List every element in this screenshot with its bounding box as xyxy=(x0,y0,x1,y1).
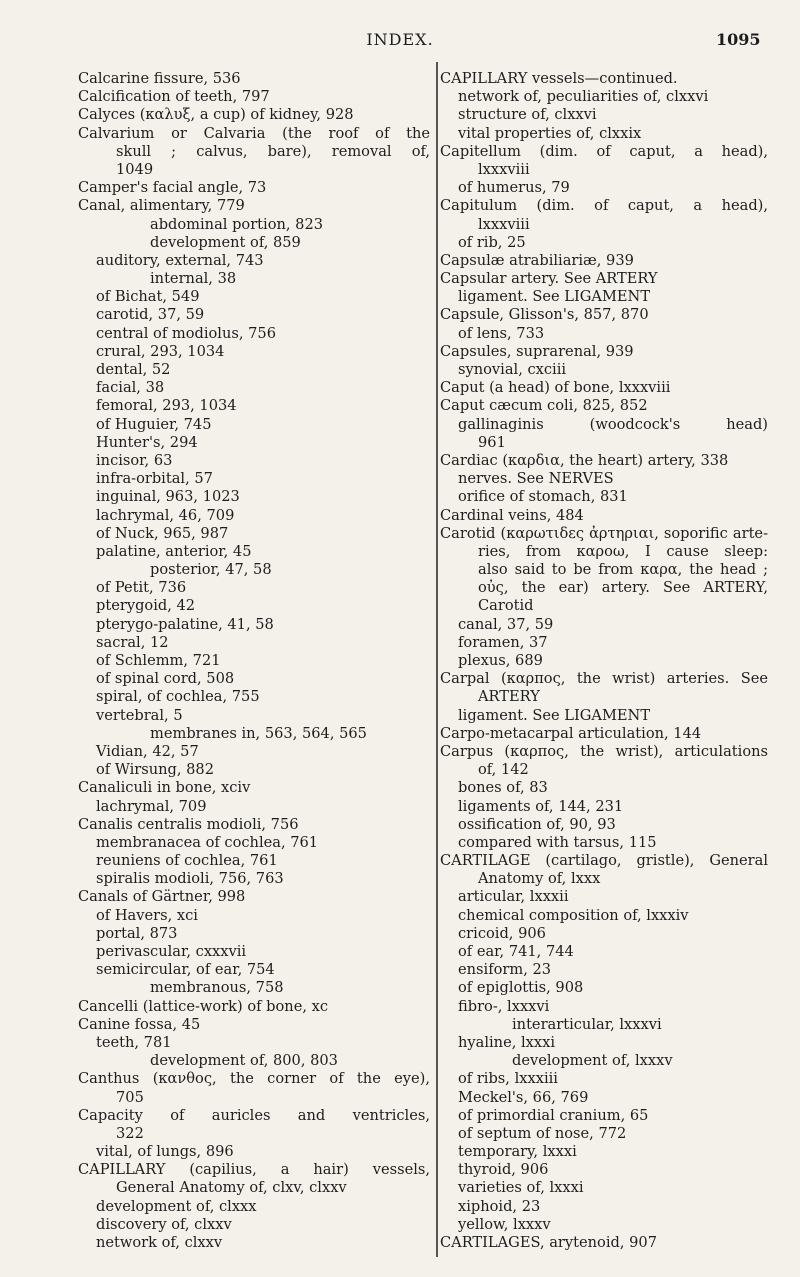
index-entry: Anatomy of, lxxx xyxy=(478,870,601,888)
index-entry: pterygo-palatine, 41, 58 xyxy=(96,615,274,633)
index-entry: compared with tarsus, 115 xyxy=(458,833,657,851)
index-entry: of Havers, xci xyxy=(96,906,198,924)
index-entry: Calvarium or Calvaria (the roof of the xyxy=(78,124,430,142)
index-entry: internal, 38 xyxy=(150,270,237,288)
index-entry: development of, clxxx xyxy=(96,1197,257,1215)
index-entry: central of modiolus, 756 xyxy=(96,324,276,342)
index-entry: Capacity of auricles and ventricles, xyxy=(78,1106,430,1124)
index-entry: Canine fossa, 45 xyxy=(78,1015,201,1033)
index-entry: carotid, 37, 59 xyxy=(96,306,205,324)
index-entry: ligament. See LIGAMENT xyxy=(458,288,651,306)
index-entry: of septum of nose, 772 xyxy=(458,1124,627,1142)
index-entry: incisor, 63 xyxy=(96,451,173,469)
index-entry: Capitellum (dim. of caput, a head), xyxy=(440,142,768,160)
index-entry: Hunter's, 294 xyxy=(96,433,198,451)
index-entry: οὖς, the ear) artery. See ARTERY, xyxy=(478,579,768,597)
index-entry: inguinal, 963, 1023 xyxy=(96,488,240,506)
index-entry: perivascular, cxxxvii xyxy=(96,943,247,960)
index-entry: ries, from καροω, I cause sleep: xyxy=(478,542,768,560)
index-entry: ossification of, 90, 93 xyxy=(458,815,616,833)
index-entry: vital properties of, clxxix xyxy=(458,124,642,142)
index-entry: gallinaginis (woodcock's head) xyxy=(458,415,768,433)
index-entry: Cardiac (καρδια, the heart) artery, 338 xyxy=(440,451,729,469)
right-index-column xyxy=(440,70,768,1252)
index-entry: dental, 52 xyxy=(96,361,171,378)
index-entry: hyaline, lxxxi xyxy=(458,1033,556,1051)
index-entry: auditory, external, 743 xyxy=(96,251,264,269)
index-entry: spiralis modioli, 756, 763 xyxy=(96,870,284,888)
index-entry: Caput cæcum coli, 825, 852 xyxy=(440,397,648,415)
index-entry: reuniens of cochlea, 761 xyxy=(96,852,278,870)
index-entry: Capsule, Glisson's, 857, 870 xyxy=(440,306,649,324)
index-entry: General Anatomy of, clxv, clxxv xyxy=(116,1179,347,1197)
index-entry: infra-orbital, 57 xyxy=(96,470,213,488)
index-entry: canal, 37, 59 xyxy=(458,615,554,633)
index-entry: of humerus, 79 xyxy=(458,179,570,197)
index-entry: Cardinal veins, 484 xyxy=(440,506,584,524)
index-entry: network of, peculiarities of, clxxvi xyxy=(458,88,709,106)
index-entry: synovial, cxciii xyxy=(458,361,567,378)
index-entry: Carotid xyxy=(478,597,534,615)
index-entry: interarticular, lxxxvi xyxy=(512,1015,662,1033)
index-entry: vertebral, 5 xyxy=(96,706,183,724)
index-entry: CARTILAGES, arytenoid, 907 xyxy=(440,1234,657,1251)
index-entry: of lens, 733 xyxy=(458,324,545,342)
index-entry: discovery of, clxxv xyxy=(96,1215,232,1233)
index-entry: also said to be from καρα, the head ; xyxy=(478,561,768,579)
index-entry: of Nuck, 965, 987 xyxy=(96,524,229,542)
index-entry: Vidian, 42, 57 xyxy=(96,742,199,760)
index-entry: cricoid, 906 xyxy=(458,924,546,942)
index-entry: nerves. See NERVES xyxy=(458,470,614,488)
index-entry: 322 xyxy=(116,1124,144,1142)
index-entry: of spinal cord, 508 xyxy=(96,670,235,688)
index-entry: sacral, 12 xyxy=(96,633,169,651)
index-entry: of Wirsung, 882 xyxy=(96,761,214,779)
index-entry: Cancelli (lattice-work) of bone, xc xyxy=(78,997,329,1015)
index-entry: facial, 38 xyxy=(96,379,165,397)
left-index-column xyxy=(78,70,430,1252)
index-entry: of, 142 xyxy=(478,761,529,779)
index-entry: of Bichat, 549 xyxy=(96,288,200,306)
index-entry: Calyces (καλυξ, a cup) of kidney, 928 xyxy=(78,106,354,124)
column-divider xyxy=(436,62,438,1257)
index-entry: vital, of lungs, 896 xyxy=(96,1143,234,1161)
index-entry: 961 xyxy=(478,433,506,451)
index-entry: skull ; calvus, bare), removal of, xyxy=(116,142,430,160)
index-entry: femoral, 293, 1034 xyxy=(96,397,237,415)
page-title: INDEX. xyxy=(366,30,434,49)
index-entry: lxxxviii xyxy=(478,215,530,233)
index-entry: structure of, clxxvi xyxy=(458,106,597,124)
index-entry: of ear, 741, 744 xyxy=(458,943,574,960)
index-entry: crural, 293, 1034 xyxy=(96,342,225,360)
index-entry: Calcification of teeth, 797 xyxy=(78,88,270,106)
index-entry: CAPILLARY vessels—continued. xyxy=(440,70,678,87)
index-entry: of Huguier, 745 xyxy=(96,415,212,433)
index-entry: ligaments of, 144, 231 xyxy=(458,797,624,815)
index-entry: foramen, 37 xyxy=(458,633,548,651)
index-entry: of Petit, 736 xyxy=(96,579,187,597)
index-entry: temporary, lxxxi xyxy=(458,1143,577,1161)
index-entry: Calcarine fissure, 536 xyxy=(78,70,241,87)
index-entry: Carotid (καρωτιδες ἀρτηριαι, soporific arte- xyxy=(440,524,768,542)
index-entry: membranes in, 563, 564, 565 xyxy=(150,724,367,742)
index-entry: Canthus (κανθος, the corner of the eye), xyxy=(78,1070,430,1088)
index-entry: lachrymal, 46, 709 xyxy=(96,506,235,524)
index-entry: Canalis centralis modioli, 756 xyxy=(78,815,299,833)
index-entry: xiphoid, 23 xyxy=(458,1197,541,1215)
index-entry: of epiglottis, 908 xyxy=(458,979,584,997)
index-entry: of ribs, lxxxiii xyxy=(458,1070,558,1088)
index-entry: Canaliculi in bone, xciv xyxy=(78,779,251,797)
page-number: 1095 xyxy=(716,30,761,49)
index-entry: teeth, 781 xyxy=(96,1033,172,1051)
index-entry: of primordial cranium, 65 xyxy=(458,1106,649,1124)
index-entry: of Schlemm, 721 xyxy=(96,652,221,669)
index-entry: spiral, of cochlea, 755 xyxy=(96,688,260,706)
index-entry: ligament. See LIGAMENT xyxy=(458,706,651,724)
index-entry: CARTILAGE (cartilago, gristle), General xyxy=(440,852,768,870)
index-entry: pterygoid, 42 xyxy=(96,597,196,615)
index-entry: orifice of stomach, 831 xyxy=(458,488,628,506)
index-entry: palatine, anterior, 45 xyxy=(96,542,252,560)
index-entry: Capitulum (dim. of caput, a head), xyxy=(440,197,768,215)
index-entry: 705 xyxy=(116,1088,144,1106)
index-entry: Carpo-metacarpal articulation, 144 xyxy=(440,724,702,742)
index-entry: network of, clxxv xyxy=(96,1234,223,1251)
index-entry: Meckel's, 66, 769 xyxy=(458,1088,589,1106)
index-entry: varieties of, lxxxi xyxy=(458,1179,584,1197)
index-entry: membranous, 758 xyxy=(150,979,284,997)
index-entry: bones of, 83 xyxy=(458,779,548,797)
index-entry: membranacea of cochlea, 761 xyxy=(96,833,319,851)
index-entry: Canals of Gärtner, 998 xyxy=(78,888,246,906)
index-entry: development of, 859 xyxy=(150,233,301,251)
index-entry: of rib, 25 xyxy=(458,233,526,251)
index-entry: CAPILLARY (capilius, a hair) vessels, xyxy=(78,1161,430,1179)
index-entry: Capsules, suprarenal, 939 xyxy=(440,342,634,360)
index-entry: Camper's facial angle, 73 xyxy=(78,179,267,197)
index-entry: ensiform, 23 xyxy=(458,961,552,979)
index-entry: lachrymal, 709 xyxy=(96,797,207,815)
index-entry: posterior, 47, 58 xyxy=(150,561,272,579)
index-entry: Capsular artery. See ARTERY xyxy=(440,270,658,288)
index-entry: articular, lxxxii xyxy=(458,888,569,906)
index-entry: lxxxviii xyxy=(478,160,530,178)
index-entry: Capsulæ atrabiliariæ, 939 xyxy=(440,251,634,269)
index-entry: portal, 873 xyxy=(96,924,178,942)
index-entry: development of, lxxxv xyxy=(512,1052,673,1070)
index-entry: Carpus (καρπος, the wrist), articulations xyxy=(440,742,768,760)
index-entry: thyroid, 906 xyxy=(458,1161,549,1179)
index-entry: semicircular, of ear, 754 xyxy=(96,961,275,979)
index-entry: abdominal portion, 823 xyxy=(150,215,324,233)
index-entry: chemical composition of, lxxxiv xyxy=(458,906,689,924)
index-entry: Carpal (καρπος, the wrist) arteries. See xyxy=(440,670,768,688)
index-entry: Caput (a head) of bone, lxxxviii xyxy=(440,379,671,397)
index-entry: 1049 xyxy=(116,160,154,178)
index-entry: yellow, lxxxv xyxy=(458,1215,551,1233)
index-entry: Canal, alimentary, 779 xyxy=(78,197,245,215)
index-entry: ARTERY xyxy=(478,688,540,706)
index-entry: development of, 800, 803 xyxy=(150,1052,338,1070)
index-entry: fibro-, lxxxvi xyxy=(458,997,550,1015)
index-entry: plexus, 689 xyxy=(458,652,543,669)
